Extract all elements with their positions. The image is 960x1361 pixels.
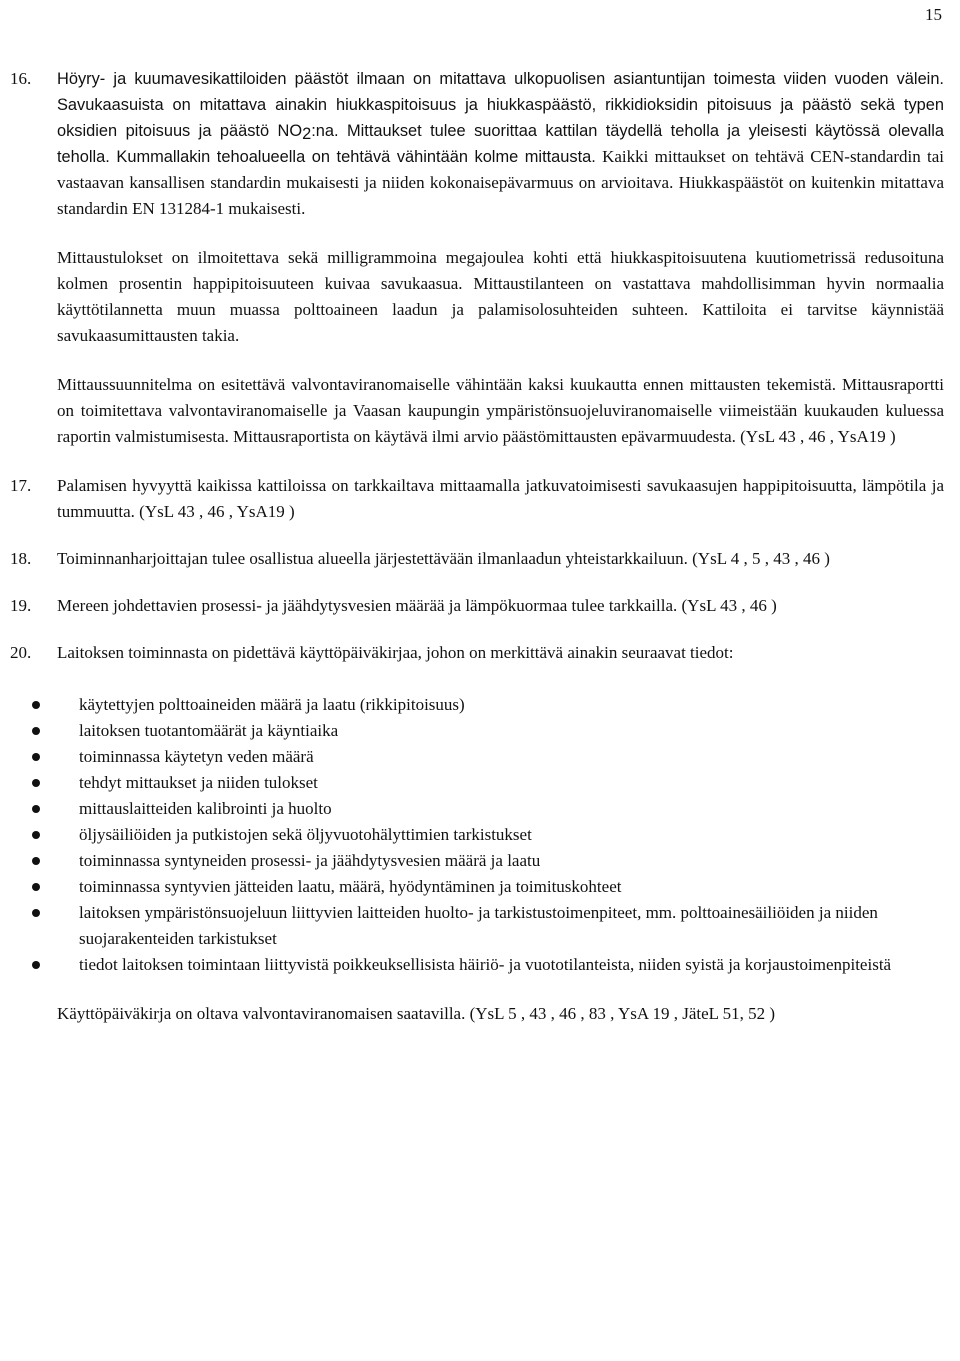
- bullet-item: tehdyt mittaukset ja niiden tulokset: [10, 770, 944, 796]
- bullet-item: tiedot laitoksen toimintaan liittyvistä poikkeuksellisista häiriö- ja vuototilanteista, niiden syistä ja korjaustoimenpiteistä: [10, 952, 944, 978]
- bullet-item: toiminnassa käytetyn veden määrä: [10, 744, 944, 770]
- bullet-item: käytettyjen polttoaineiden määrä ja laatu (rikkipitoisuus): [10, 692, 944, 718]
- item-body: [57, 640, 944, 666]
- text-serif: Kaikki mittaukset on tehtävä CEN-standardin tai vastaavan kansallisen standardin mukaisesti ja niiden kokonaisepävarmuus on arvioitava. Hiukkaspäästöt on kuitenkin mitattava standardin EN 131284-1 mukaisesti.: [57, 147, 944, 218]
- item-16-paragraph-1: [57, 66, 944, 222]
- bullet-item: mittauslaitteiden kalibrointi ja huolto: [10, 796, 944, 822]
- item-17: [10, 473, 944, 525]
- text-sans-a: Höyry- ja kuumavesikattiloiden päästöt ilmaan on mitattava ulkopuolisen asiantuntijan toimesta viiden vuoden välein. Savukaasuista on mitattava ainakin hiukkaspitoisuus ja hiukkaspäästö, rikkidioksidin pitoisuus ja päästö sekä typen oksidien pitoisuus ja päästö NO: [57, 70, 944, 140]
- item-number: 19.: [10, 596, 32, 615]
- text-sans-b: :na. Mittaukset tulee suorittaa kattilan täydellä teholla ja yleisesti käytössä olevalla teholla. Kummallakin tehoalueella on tehtävä vähintään kolme mittausta.: [57, 122, 944, 166]
- record-bullet-list: [10, 692, 944, 978]
- item-number: 20.: [10, 643, 32, 662]
- item-number: 18.: [10, 549, 32, 568]
- item-18: [10, 546, 944, 572]
- closing-text: Käyttöpäiväkirja on oltava valvontaviranomaisen saatavilla. (YsL 5 , 43 , 46 , 83 , YsA 19 , JäteL 51, 52 ): [57, 1004, 776, 1023]
- page-number: 15: [925, 5, 942, 24]
- item-20: [10, 640, 944, 666]
- bullet-item: laitoksen tuotantomäärät ja käyntiaika: [10, 718, 944, 744]
- item-16-paragraph-2: Mittaustulokset on ilmoitettava sekä milligrammoina megajoulea kohti että hiukkaspitoisuutena kuutiometrissä redusoituna kolmen prosentin happipitoisuuteen kuivaa savukaasua. Mittaustilanteen on vastattava mahdollisimman hyvin normaalia käyttötilannetta muun muassa polttoaineen laadun ja palamisolosuhteiden suhteen. Kattiloita ei tarvitse käynnistää savukaasumittausten takia.: [57, 248, 944, 345]
- indent-spacer: [10, 1001, 57, 1027]
- bullet-item: laitoksen ympäristönsuojeluun liittyvien laitteiden huolto- ja tarkistustoimenpiteet, mm. polttoainesäiliöiden ja niiden suojarakenteiden tarkistukset: [10, 900, 944, 952]
- item-body: Mereen johdettavien prosessi- ja jäähdytysvesien määrää ja lämpökuormaa tulee tarkkailla. (YsL 43 , 46 ): [57, 596, 777, 615]
- item-20-intro: Laitoksen toiminnasta on pidettävä käyttöpäiväkirjaa, johon on merkittävä ainakin seuraavat tiedot:: [57, 643, 734, 662]
- item-body: Palamisen hyvyyttä kaikissa kattiloissa on tarkkailtava mittaamalla jatkuvatoimisesti savukaasujen happipitoisuutta, lämpötila ja tummuutta. (YsL 43 , 46 , YsA19 ): [57, 476, 944, 521]
- item-number: 16.: [10, 69, 32, 88]
- bullet-item: toiminnassa syntyneiden prosessi- ja jäähdytysvesien määrä ja laatu: [10, 848, 944, 874]
- document-body: [10, 66, 944, 1027]
- item-number: 17.: [10, 476, 32, 495]
- bullet-item: öljysäiliöiden ja putkistojen sekä öljyvuotohälyttimien tarkistukset: [10, 822, 944, 848]
- item-16: [10, 66, 944, 450]
- item-19: [10, 593, 944, 619]
- item-16-paragraph-3: Mittaussuunnitelma on esitettävä valvontaviranomaiselle vähintään kaksi kuukautta ennen mittausten tekemistä. Mittausraportti on toimitettava valvontaviranomaiselle ja Vaasan kaupungin ympäristönsuojeluviranomaiselle viimeistään kuukauden kuluessa raportin valmistumisesta. Mittausraportista on käytävä ilmi arvio päästömittausten epävarmuudesta. (YsL 43 , 46 , YsA19 ): [57, 375, 944, 446]
- item-20-closing: [10, 1001, 944, 1027]
- bullet-item: toiminnassa syntyvien jätteiden laatu, määrä, hyödyntäminen ja toimituskohteet: [10, 874, 944, 900]
- item-body: Toiminnanharjoittajan tulee osallistua alueella järjestettävään ilmanlaadun yhteistarkkailuun. (YsL 4 , 5 , 43 , 46 ): [57, 549, 830, 568]
- subscript: 2: [302, 125, 312, 143]
- item-body: [57, 66, 944, 450]
